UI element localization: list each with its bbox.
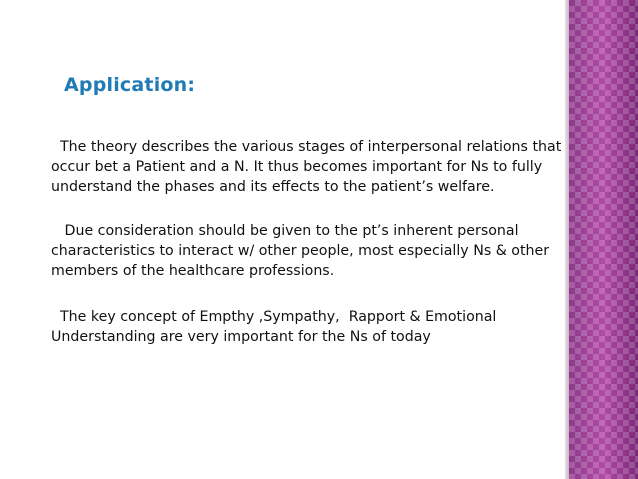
paragraph-line: Understanding are very important for the Ns of today bbox=[51, 329, 431, 345]
slide-title: Application: bbox=[64, 74, 196, 96]
paragraph-line: members of the healthcare professions. bbox=[51, 263, 335, 279]
paragraph-line: characteristics to interact w/ other people, most especially Ns & other bbox=[51, 243, 550, 259]
paragraph-line: occur bet a Patient and a N. It thus becomes important for Ns to fully bbox=[51, 159, 543, 175]
paragraph-key-concept bbox=[51, 307, 571, 347]
paragraph-line: The key concept of Empthy ,Sympathy, Rapport & Emotional bbox=[51, 309, 497, 325]
paragraph-line: Due consideration should be given to the pt’s inherent personal bbox=[51, 223, 519, 239]
decorative-side-band bbox=[569, 0, 638, 479]
paragraph-theory bbox=[51, 137, 571, 197]
paragraph-consideration bbox=[51, 221, 571, 281]
paragraph-line: understand the phases and its effects to the patient’s welfare. bbox=[51, 179, 495, 195]
paragraph-line: The theory describes the various stages of interpersonal relations that bbox=[51, 139, 562, 155]
